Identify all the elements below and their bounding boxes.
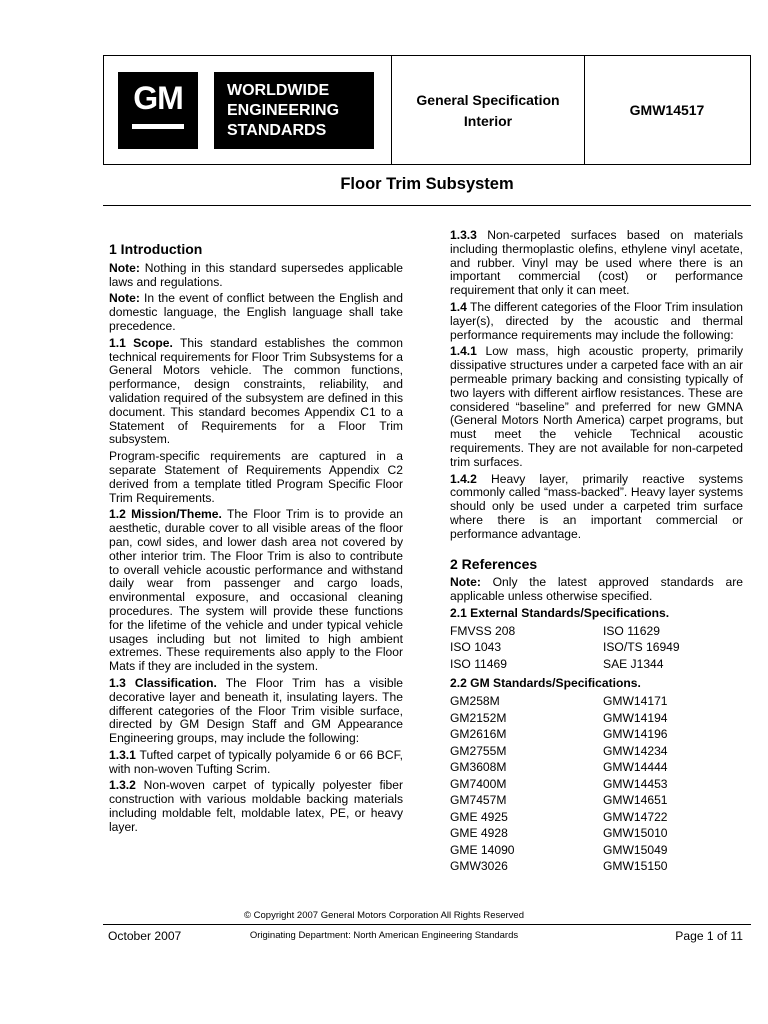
- standard-id: GM2755M: [450, 743, 507, 758]
- standard-id: GMW14444: [603, 760, 668, 775]
- paragraph-text: The Floor Trim is to provide an aesthetic, durable cover to all visible areas of the floor pan, cowl sides, and lower dash area not covered by other interior trim. The Floor Trim is also to contribute to overall vehicle acoustic performance and withstand daily wear from passenger and cargo loads, environmental exposure, and occasional cleaning procedures. The system will provide these functions for the lifetime of the vehicle and under typical vehicle usages including but not limited to high ambient extremes. These requirements also apply to the Floor Mats if they are included in the system.: [109, 507, 403, 674]
- standard-id: GMW14651: [603, 793, 668, 808]
- paragraph-label: 1.4.1: [450, 344, 477, 359]
- standard-id: GME 4925: [450, 809, 508, 824]
- paragraph-text: Non-woven carpet of typically polyester fiber construction with various moldable backing materials including moldable felt, moldable latex, PE, or heavy layer.: [109, 778, 403, 834]
- table-row: [450, 712, 743, 729]
- standard-id: ISO/TS 16949: [603, 640, 680, 655]
- table-row: [450, 658, 743, 675]
- standard-id: ISO 11469: [450, 656, 507, 671]
- standard-id: GM7457M: [450, 793, 507, 808]
- note-label: Note:: [450, 575, 481, 590]
- note-text: Only the latest approved standards are applicable unless otherwise specified.: [450, 575, 743, 604]
- table-row: [450, 641, 743, 658]
- standard-id: GM7400M: [450, 776, 507, 791]
- note-text: In the event of conflict between the English and domestic language, the English language shall take precedence.: [109, 291, 403, 333]
- wes-line-1: WORLDWIDE: [227, 82, 330, 99]
- note-references: [450, 576, 743, 604]
- paragraph-1-4-2: [450, 473, 743, 542]
- paragraph-1-4: [450, 301, 743, 342]
- subheading-external-standards: 2.1 External Standards/Specifications.: [450, 605, 670, 620]
- standard-id: ISO 1043: [450, 640, 502, 655]
- standard-id: GMW14234: [603, 743, 668, 758]
- standard-id: GMW14453: [603, 776, 668, 791]
- paragraph-text: Non-carpeted surfaces based on materials including thermoplastic olefins, ethylene vinyl acetate, and rubber. Vinyl may be used where there is an important commercial (cost) or performance requirement that only it can meet.: [450, 228, 743, 298]
- standard-id: GM258M: [450, 694, 500, 709]
- paragraph-label: 1.3.2: [109, 778, 136, 793]
- gm-logo: [118, 72, 198, 149]
- note-language: [109, 292, 403, 333]
- table-row: [450, 625, 743, 642]
- section-heading-introduction: 1 Introduction: [109, 241, 203, 257]
- paragraph-text: This standard establishes the common technical requirements for Floor Trim Subsystems for a General Motors vehicle. The common functions, performance, design constraints, reliability, and validation required of the subsystem are defined in this document. This standard becomes Appendix C1 to a Statement of Requirements for a Floor Trim subsystem.: [109, 335, 403, 447]
- paragraph-classification: [109, 677, 403, 746]
- standard-id: GM2152M: [450, 710, 507, 725]
- standard-id: GM3608M: [450, 760, 507, 775]
- table-row: [450, 811, 743, 828]
- paragraph-label: 1.2 Mission/Theme.: [109, 507, 222, 522]
- left-column: [109, 243, 403, 838]
- spec-type-line-2: Interior: [463, 113, 513, 129]
- right-column: [450, 229, 743, 880]
- footer-date: October 2007: [108, 929, 182, 943]
- external-standards-table: [450, 625, 743, 675]
- gm-logo-underline: [132, 124, 184, 129]
- paragraph-label: 1.3.1: [109, 747, 136, 762]
- paragraph-1-3-2: [109, 779, 403, 834]
- paragraph-text: Heavy layer, primarily reactive systems commonly called “mass-backed”. Heavy layer systems should only be used under a carpeted trim surface where there is an important commercial or performance advantage.: [450, 471, 743, 541]
- note-laws: [109, 262, 403, 290]
- standard-id: GMW15049: [603, 842, 668, 857]
- title-divider: [103, 205, 751, 206]
- footer-divider: [103, 924, 751, 925]
- document-id: GMW14517: [629, 102, 705, 118]
- document-title: Floor Trim Subsystem: [340, 175, 514, 193]
- standard-id: GMW14196: [603, 727, 668, 742]
- wes-line-2: ENGINEERING: [227, 102, 340, 119]
- paragraph-text: The different categories of the Floor Trim insulation layer(s), directed by the acoustic and thermal performance requirements may include the following:: [450, 299, 743, 342]
- paragraph-label: 1.4: [450, 299, 467, 314]
- table-row: [450, 745, 743, 762]
- paragraph-program-specific: Program-specific requirements are captured in a separate Statement of Requirements Appendix C2 derived from a template titled Program Specific Floor Trim Requirements.: [109, 449, 403, 505]
- standard-id: GM2616M: [450, 727, 507, 742]
- standard-id: GMW14194: [603, 710, 668, 725]
- standard-id: GMW3026: [450, 859, 508, 874]
- paragraph-scope: [109, 337, 403, 447]
- section-heading-references: 2 References: [450, 555, 538, 572]
- gm-logo-text: GM: [133, 80, 183, 116]
- copyright-notice: © Copyright 2007 General Motors Corporation All Rights Reserved: [244, 910, 524, 921]
- paragraph-text: The Floor Trim has a visible decorative layer and beneath it, insulating layers. The different categories of the Floor Trim visible surface, directed by GM Design Staff and GM Appearance Engineering groups, may include the following:: [109, 675, 403, 746]
- table-row: [450, 827, 743, 844]
- note-label: Note:: [109, 260, 140, 275]
- wes-line-3: STANDARDS: [227, 122, 327, 139]
- table-row: [450, 728, 743, 745]
- table-row: [450, 778, 743, 795]
- standard-id: ISO 11629: [603, 623, 660, 638]
- table-row: [450, 794, 743, 811]
- standard-id: GME 4928: [450, 826, 508, 841]
- standard-id: GME 14090: [450, 842, 515, 857]
- standard-id: GMW15010: [603, 826, 668, 841]
- paragraph-text: Tufted carpet of typically polyamide 6 or 66 BCF, with non-woven Tufting Scrim.: [109, 747, 403, 776]
- gm-standards-table: [450, 695, 743, 877]
- paragraph-label: 1.1 Scope.: [109, 335, 173, 350]
- document-header: [103, 55, 751, 165]
- paragraph-label: 1.3.3: [450, 228, 477, 242]
- worldwide-engineering-standards-block: [214, 72, 374, 149]
- footer-department: Originating Department: North American Engineering Standards: [249, 930, 519, 941]
- standard-id: SAE J1344: [603, 656, 664, 671]
- table-row: [450, 860, 743, 877]
- footer-page-number: Page 1 of 11: [675, 929, 743, 943]
- subheading-gm-standards: 2.2 GM Standards/Specifications.: [450, 676, 641, 691]
- paragraph-1-4-1: [450, 345, 743, 469]
- table-row: [450, 844, 743, 861]
- standard-id: GMW14722: [603, 809, 668, 824]
- table-row: [450, 695, 743, 712]
- standard-id: GMW14171: [603, 694, 668, 709]
- spec-type-line-1: General Specification: [416, 92, 560, 108]
- specification-type-cell: [391, 56, 585, 164]
- paragraph-label: 1.3 Classification.: [109, 675, 217, 690]
- note-label: Note:: [109, 291, 140, 306]
- document-id-cell: [584, 56, 750, 164]
- paragraph-text: Low mass, high acoustic property, primarily dissipative structures under a carpeted face with an air permeable primary backing and consisting typically of two layers with different airflow resistances. These are considered “baseline” and preferred for new GMNA (General Motors North America) carpet programs, but must meet the vehicle Technical acoustic requirements. They are not available for non-carpeted trim surfaces.: [450, 344, 743, 469]
- paragraph-1-3-3: [450, 229, 743, 298]
- table-row: [450, 761, 743, 778]
- standard-id: GMW15150: [603, 859, 668, 874]
- note-text: Nothing in this standard supersedes applicable laws and regulations.: [109, 260, 403, 289]
- standard-id: FMVSS 208: [450, 623, 516, 638]
- paragraph-mission-theme: [109, 508, 403, 674]
- paragraph-1-3-1: [109, 749, 403, 777]
- paragraph-label: 1.4.2: [450, 471, 477, 486]
